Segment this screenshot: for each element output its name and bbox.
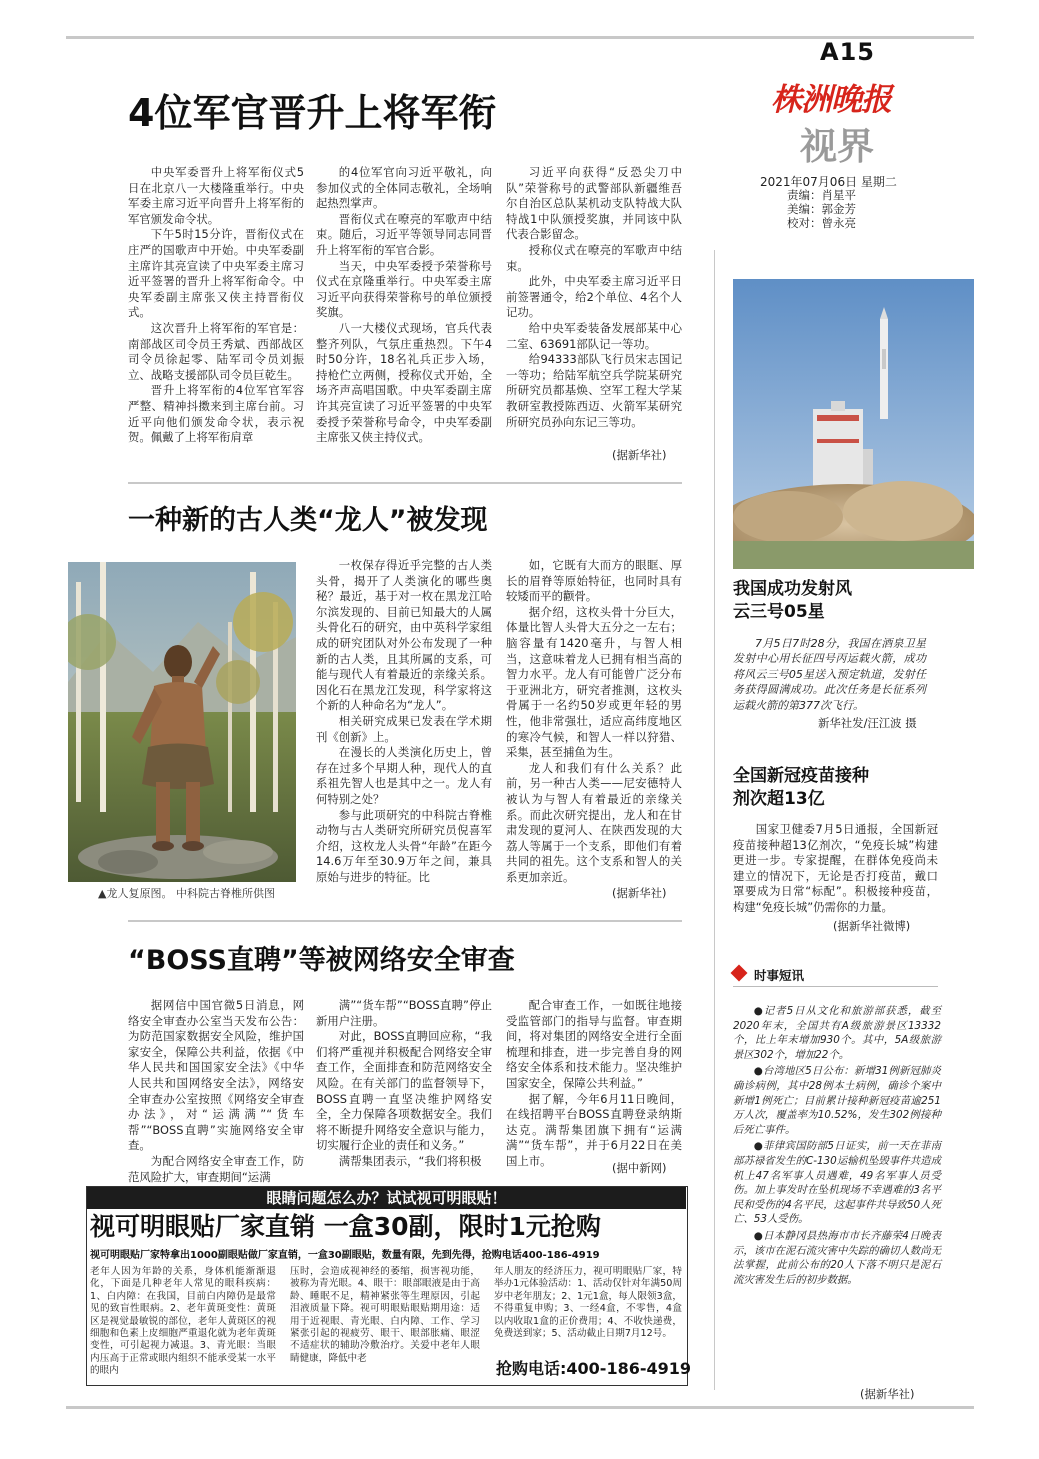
article2-col1-p2: 相关研究成果已发表在学术期刊《创新》上。 [316, 713, 492, 744]
briefs-marker-icon [731, 965, 748, 982]
longren-caption: ▲龙人复原图。 中科院古脊椎所供图 [98, 887, 275, 900]
article1-col3-p4: 给中央军委装备发展部某中心二室、63691部队记一等功。 [506, 320, 682, 351]
brief-item: ●台湾地区5日公布：新增31例新冠肺炎确诊病例，其中28例本土病例，确诊个案中新增1例死亡；目前累计接种新冠疫苗逾251万人次，覆盖率为10.52%，发生302例接种后死亡事件。 [733, 1065, 941, 1136]
article3-col2-p3: 满帮集团表示，“我们将积极 [338, 1153, 482, 1168]
article1-col3 [506, 165, 682, 430]
article1-col3-p1: 习近平向获得“反恐尖刀中队”荣誉称号的武警部队新疆维吾尔自治区总队某机动支队特战大队特战1中队颁授奖旗，并同该中队代表合影留念。 [506, 165, 682, 242]
ad-col2: 压时，会造成视神经的萎缩，损害视功能，被称为青光眼。4、眼干：眼部眼液是由于高龄、睡眠不足，精神紧张等生理原因，引起泪液质量下降。视可明眼贴眼贴期用途：适用于近视眼、青光眼、白内障、工作、学习紧张引起的视疲劳、眼干、眼部胀痛、眼涩不适症状的辅助冷敷治疗。关爱中老年人眼睛健康，降低中老 [290, 1266, 480, 1364]
news1-title: 我国成功发射风云三号05星 [733, 579, 852, 622]
article3-col2 [316, 998, 492, 1170]
article2-col2-p3: 龙人和我们有什么关系？此前，另一种古人类——尼安德特人被认为与智人有着最近的亲缘关系。而此次研究提出，龙人和在甘肃发现的夏河人、在陕西发现的大荔人等属于一个支系，即他们有着共同的祖先。这个支系和智人的关系更加亲近。 [506, 760, 682, 884]
article3-col1 [128, 998, 304, 1185]
article1-col1-p1: 中央军委晋升上将军衔仪式5日在北京八一大楼隆重举行。中央军委主席习近平向晋升上将军衔的军官颁发命令状。 [128, 165, 304, 226]
rocket-launch-svg [733, 279, 974, 569]
news2-source: (据新华社微博) [833, 919, 911, 933]
article3-col2-p2: 对此，BOSS直聘回应称，“我们将严重视并积极配合网络安全审查工作，全面排查和防范网络安全风险。在有关部门的监督领导下，BOSS直聘一直坚决维护网络安全，全力保障各项数据安全。我们将不断提升网络安全意识与能力，切实履行企业的责任和义务。” [316, 1029, 492, 1153]
article2-source: (据新华社) [612, 886, 667, 900]
article1-col2-p2: 晋衔仪式在嘹亮的军歌声中结束。随后，习近平等领导同志同晋升上将军衔的军官合影。 [316, 211, 492, 257]
article1-col3-p5: 给94333部队飞行员宋志国记一等功；给陆军航空兵学院某研究所研究员都基焕、空军工程大学某教研室教授陈西迈、火箭军某研究所研究员孙向东记三等功。 [506, 352, 682, 429]
ad-col3: 年人朋友的经济压力，视可明眼贴厂家，特举办1元体验活动：1、活动仅针对年满50周岁中老年朋友；2、1元1盒，每人限领3盒，不得重复申购；3、一经4盒，不零售，4盒以内收取1盒的正价费用；4、不收快递费，免费送到家；5、活动截止日期7月12号。 [494, 1266, 682, 1340]
article1-col2-p1: 的4位军官向习近平敬礼，向参加仪式的全体同志敬礼，全场响起热烈掌声。 [316, 165, 492, 211]
brief-item: ●日本静冈县热海市市长齐藤荣4日晚表示，该市在泥石流灾害中失踪的确切人数尚无法掌握，此前公布的20人下落不明只是泥石流灾害发生后的初步数据。 [733, 1229, 941, 1286]
article3-col2-p1: 满”“货车帮”“BOSS直聘”停止新用户注册。 [316, 998, 492, 1028]
article1-col1 [128, 165, 304, 446]
longren-illustration-svg [68, 562, 296, 882]
briefs-list [733, 1004, 941, 1289]
article1-title: 4位军官晋升上将军衔 [128, 91, 497, 135]
article3-title: “BOSS直聘”等被网络安全审查 [128, 945, 515, 976]
article1-col1-p2: 下午5时15分许，晋衔仪式在庄严的国歌声中开始。中央军委副主席许其亮宣读了中央军委主席习近平签署的晋升上将军衔命令。中央军委副主席张又侠主持晋衔仪式。 [128, 227, 304, 320]
article3-col3-p2: 据了解，今年6月11日晚间，在线招聘平台BOSS直聘登录纳斯达克。满帮集团旗下拥有“运满满”“货车帮”，并于6月22日在美国上市。 [506, 1091, 682, 1168]
proofreader-credit: 校对：曾永亮 [787, 216, 856, 230]
article3-col1-p2: 为配合网络安全审查工作，防范风险扩大，审查期间“运满 [128, 1153, 304, 1184]
article2-title: 一种新的古人类“龙人”被发现 [128, 505, 488, 536]
article1-col2 [316, 165, 492, 446]
rocket-launch-photo [733, 279, 974, 569]
article2-col1 [316, 558, 492, 885]
news1-credit: 新华社发/汪江波 摄 [818, 716, 917, 730]
article2-col1-p1: 一枚保存得近乎完整的古人类头骨，揭开了人类演化的哪些奥秘？最近，基于对一枚在黑龙江哈尔滨发现的、目前已知最大的人属头骨化石的研究，由中英科学家组成的研究团队对外公布发现了一种新的古人类，且其所属的支系，可能与现代人有着最近的亲缘关系。因化石在黑龙江发现，科学家将这个新的人种命名为“龙人”。 [316, 558, 492, 713]
briefs-source: (据新华社) [860, 1387, 915, 1401]
page-number: A15 [820, 38, 875, 66]
section-name: 视界 [800, 124, 874, 168]
briefs-underline [733, 986, 938, 987]
divider-2 [128, 920, 682, 922]
news2-body: 国家卫健委7月5日通报，全国新冠疫苗接种超13亿剂次，“免疫长城”构建更进一步。专家提醒，在群体免疫尚未建立的情况下，无论是否打疫苗，戴口罩要成为日常“标配”。积极接种疫苗，构建“免疫长城”仍需你的力量。 [733, 822, 938, 914]
article1-col1-p3: 这次晋升上将军衔的军官是：南部战区司令员王秀斌、西部战区司令员徐起零、陆军司令员刘振立、战略支援部队司令员巨乾生。 [128, 320, 304, 382]
article2-col1-p3: 在漫长的人类演化历史上，曾存在过多个早期人种，现代人的直系祖先智人也是其中之一。龙人有何特别之处？ [316, 745, 492, 806]
sidebar-separator [714, 250, 715, 1390]
ad-banner: 眼睛问题怎么办？试试视可明眼贴！ [87, 1187, 686, 1209]
article3-col1-p1: 据网信中国官微5日消息，网络安全审查办公室当天发布公告：为防范国家数据安全风险，维护国家安全，保障公共利益，依据《中华人民共和国国家安全法》《中华人民共和国网络安全法》，网络安全审查办公室按照《网络安全审查办法》，对“运满满”“货车帮”“BOSS直聘”实施网络安全审查。 [128, 998, 304, 1153]
ad-col1: 老年人因为年龄的关系，身体机能渐渐退化，下面是几种老年人常见的眼科疾病：1、白内障：在我国，目前白内障仍是最常见的致盲性眼病。2、老年黄斑变性：黄斑区是视觉最敏锐的部位，老年人黄斑区的视细胞和色素上皮细胞严重退化就为老年黄斑变性，可引起视力减退。3、青光眼：当眼内压高于正常或眼内组织不能承受某一水平的眼内 [90, 1266, 276, 1377]
editor-credit: 责编：肖星平 [787, 188, 856, 202]
article2-col2 [506, 558, 682, 885]
brief-item: ●菲律宾国防部5日证实，前一天在菲南部苏禄省发生的C-130运输机坠毁事件共造成机上47名军事人员遇难，49名军事人员受伤。加上事发时在坠机现场不幸遇难的3名平民和受伤的4名平民，这起事件共导致50人死亡、53人受伤。 [733, 1140, 941, 1226]
article2-col2-p2: 据介绍，这枚头骨十分巨大，体量比智人头骨大五分之一左右；脑容量有1420毫升，与智人相当，这意味着龙人已拥有相当高的智力水平。龙人有可能曾广泛分布于亚洲北方，研究者推测，这枚头骨属于一名约50岁或更年轻的男性，他非常强壮，适应高纬度地区的寒冷气候，和智人一样以狩猎、采集，甚至捕鱼为生。 [506, 604, 682, 760]
longren-illustration [68, 562, 296, 882]
article3-source: (据中新网) [612, 1161, 667, 1175]
article3-col3-p1: 配合审查工作，一如既往地接受监管部门的指导与监督。审查期间，将对集团的网络安全进行全面梳理和排查，进一步完善自身的网络安全体系和技术能力。坚决维护国家安全，保障公共利益。” [506, 998, 682, 1090]
article2-col2-p1: 如，它既有大而方的眼眶、厚长的眉脊等原始特征，也同时具有较矮而平的颧骨。 [506, 558, 682, 604]
masthead-logo: 株洲晚报 [771, 82, 891, 118]
ad-headline: 视可明眼贴厂家直销 一盒30副，限时1元抢购 [90, 1212, 601, 1241]
article1-col2-p4: 八一大楼仪式现场，官兵代表整齐列队，气氛庄重热烈。下午4时50分许，18名礼兵正步入场，持枪伫立两侧，授称仪式开始，全场齐声高唱国歌。中央军委副主席许其亮宣读了习近平签署的中央军委授予荣誉称号命令，中央军委副主席张又侠主持仪式。 [316, 320, 492, 445]
ad-subline: 视可明眼贴厂家特拿出1000副眼贴做厂家直销，一盒30副眼贴，数量有限，先到先得，抢购电话400-186-4919 [90, 1250, 600, 1261]
briefs-label: 时事短讯 [754, 968, 805, 983]
issue-date: 2021年07月06日 星期二 [760, 175, 897, 189]
article1-col1-p4: 晋升上将军衔的4位军官军容严整、精神抖擞来到主席台前。习近平向他们颁发命令状，表示祝贺。佩戴了上将军衔肩章 [128, 383, 304, 445]
article3-col3 [506, 998, 682, 1170]
news1-body: 7月5日7时28分，我国在酒泉卫星发射中心用长征四号丙运载火箭，成功将风云三号05星送入预定轨道，发射任务获得圆满成功。此次任务是长征系列运载火箭的第377次飞行。 [733, 637, 926, 712]
bottom-rule [66, 1406, 974, 1409]
article1-col3-p3: 此外，中央军委主席习近平日前签署通令，给2个单位、4名个人记功。 [506, 274, 682, 320]
article1-col2-p3: 当天，中央军委授予荣誉称号仪式在京隆重举行。中央军委主席习近平向获得荣誉称号的单位颁授奖旗。 [316, 258, 492, 320]
article1-source: (据新华社) [612, 448, 667, 462]
designer-credit: 美编：郭金芳 [787, 202, 856, 216]
brief-item: ●记者5日从文化和旅游部获悉，截至2020年末，全国共有A级旅游景区13332个，比上年末增加930个。其中，5A级旅游景区302个，增加22个。 [733, 1005, 941, 1061]
article1-col3-p2: 授称仪式在嘹亮的军歌声中结束。 [506, 242, 682, 273]
ad-phone[interactable]: 抢购电话:400-186-4919 [496, 1359, 692, 1378]
article2-col1-p4: 参与此项研究的中科院古脊椎动物与古人类研究所研究员倪喜军介绍，这枚龙人头骨“年龄”在距今14.6万年至30.9万年之间，兼具原始与进步的特征。比 [316, 807, 492, 884]
divider-1 [128, 482, 682, 484]
news2-title: 全国新冠疫苗接种剂次超13亿 [733, 766, 869, 809]
